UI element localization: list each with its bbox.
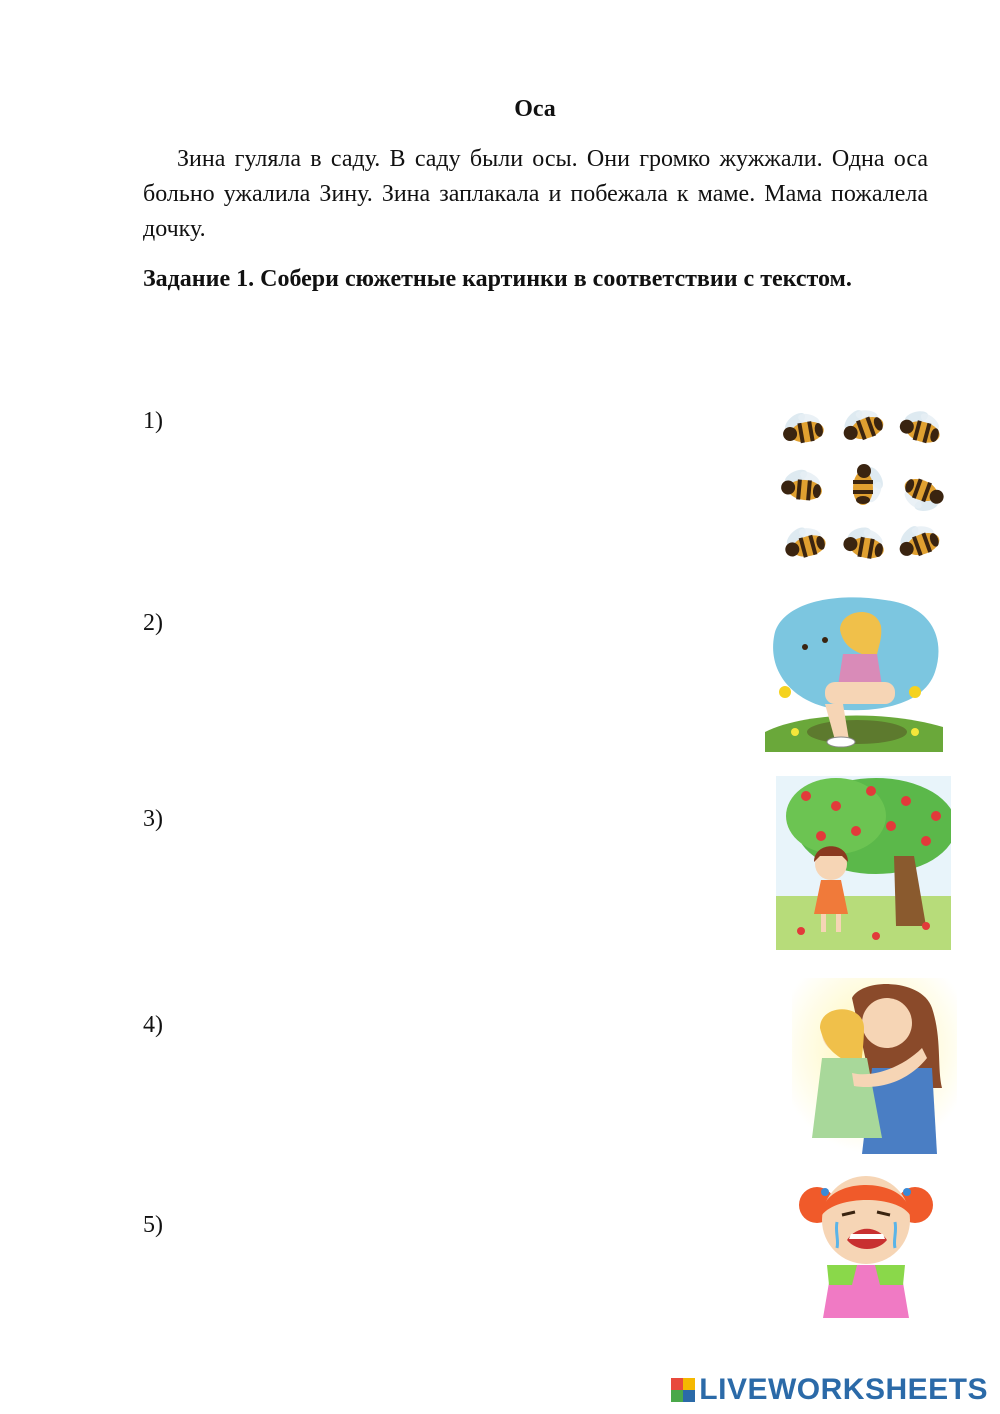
logo-square-yellow — [683, 1378, 695, 1390]
page-title: Оса — [514, 96, 556, 122]
item-number-1: 1) — [143, 408, 163, 434]
logo-square-blue — [683, 1390, 695, 1402]
story-text: Зина гуляла в саду. В саду были осы. Они громко жужжали. Одна оса больно ужалила Зину. Зина заплакала и побежала к маме. Мама пожалела дочку. — [143, 146, 928, 242]
logo-square-red — [671, 1378, 683, 1390]
item-number-5: 5) — [143, 1212, 163, 1238]
item-number-3: 3) — [143, 806, 163, 832]
mother-hugging-girl-illustration[interactable] — [792, 978, 957, 1154]
girl-stung-illustration[interactable] — [765, 592, 943, 752]
logo-text: LIVEWORKSHEETS — [699, 1373, 988, 1406]
bees-illustration[interactable] — [775, 400, 950, 568]
item-number-4: 4) — [143, 1012, 163, 1038]
item-number-2: 2) — [143, 610, 163, 636]
liveworksheets-logo[interactable] — [671, 1372, 988, 1408]
logo-icon — [671, 1378, 695, 1402]
logo-square-green — [671, 1390, 683, 1402]
task-instruction: Задание 1. Собери сюжетные картинки в соответствии с текстом. — [143, 266, 852, 292]
crying-girl-illustration[interactable] — [797, 1160, 935, 1318]
girl-in-garden-illustration[interactable] — [776, 776, 951, 950]
